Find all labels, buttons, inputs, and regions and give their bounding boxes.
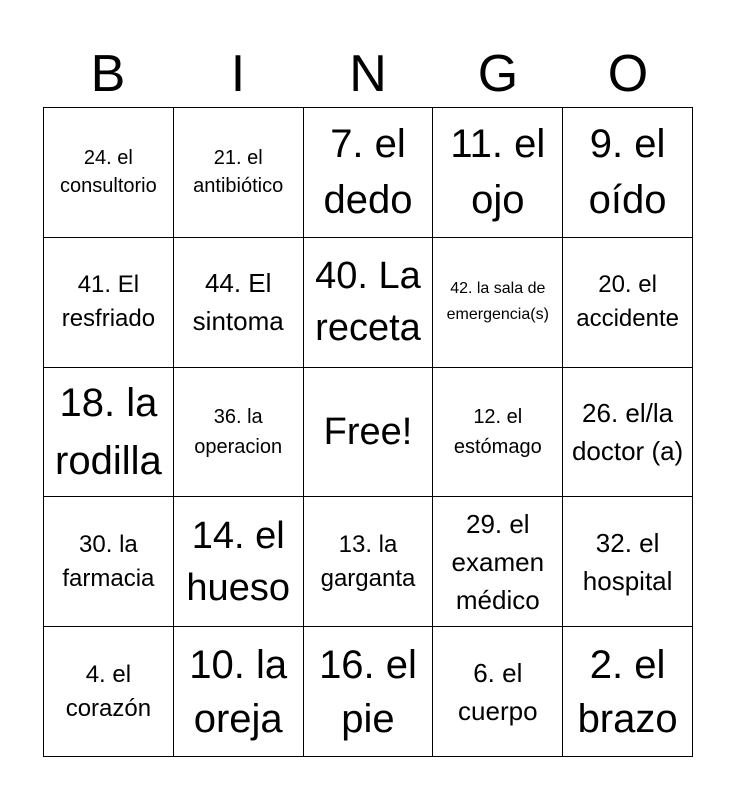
cell-label: 44. El sintoma — [192, 268, 284, 337]
bingo-cell-r4-c3 — [304, 497, 434, 627]
bingo-cell-r1-c1 — [44, 108, 174, 238]
header-letter-i: I — [230, 45, 246, 103]
cell-label: 21. el antibiótico — [193, 147, 284, 198]
header-letter-o: O — [607, 45, 649, 103]
cell-label: 24. el consultorio — [60, 147, 157, 198]
bingo-cell-free — [304, 368, 434, 498]
bingo-cell-r3-c1 — [44, 368, 174, 498]
bingo-cell-r5-c4 — [433, 627, 563, 757]
cell-label: 12. el estómago — [453, 405, 542, 458]
bingo-cell-r2-c1 — [44, 238, 174, 368]
bingo-grid — [43, 107, 693, 757]
bingo-cell-r4-c4 — [433, 497, 563, 627]
bingo-cell-r4-c1 — [44, 497, 174, 627]
header-letter-n: N — [349, 45, 387, 103]
cell-label: 18. la rodilla — [55, 380, 162, 483]
bingo-cell-r3-c2 — [174, 368, 304, 498]
cell-label: 9. el oído — [588, 122, 667, 223]
bingo-cell-r1-c2 — [174, 108, 304, 238]
bingo-cell-r4-c2 — [174, 497, 304, 627]
bingo-cell-r2-c5 — [563, 238, 693, 368]
cell-label: 2. el brazo — [577, 642, 678, 741]
cell-label: 10. la oreja — [189, 642, 288, 741]
cell-label: 30. la farmacia — [62, 530, 155, 592]
cell-label: 36. la operacion — [194, 405, 283, 458]
bingo-cell-r2-c4 — [433, 238, 563, 368]
cell-label: 42. la sala de emergencia(s) — [446, 280, 549, 324]
bingo-header — [43, 40, 693, 108]
cell-label: 11. el ojo — [450, 122, 546, 223]
header-letter-b: B — [90, 45, 126, 103]
cell-label: 14. el hueso — [186, 514, 290, 609]
cell-label: 16. el pie — [319, 642, 417, 741]
cell-label: 6. el cuerpo — [458, 657, 538, 726]
cell-label: 7. el dedo — [323, 122, 413, 223]
bingo-cell-r1-c5 — [563, 108, 693, 238]
bingo-cell-r1-c4 — [433, 108, 563, 238]
cell-label: 13. la garganta — [320, 530, 416, 592]
cell-label: 41. El resfriado — [61, 271, 156, 333]
header-letter-g: G — [477, 45, 519, 103]
bingo-cell-r1-c3 — [304, 108, 434, 238]
cell-label: 20. el accidente — [576, 271, 679, 333]
free-space-label: Free! — [323, 410, 413, 453]
cell-label: 4. el corazón — [65, 660, 152, 722]
cell-label: 29. el examen médico — [451, 508, 545, 615]
bingo-cell-r5-c3 — [304, 627, 434, 757]
bingo-cell-r5-c2 — [174, 627, 304, 757]
bingo-cell-r5-c1 — [44, 627, 174, 757]
bingo-cell-r2-c3 — [304, 238, 434, 368]
bingo-cell-r2-c2 — [174, 238, 304, 368]
bingo-cell-r4-c5 — [563, 497, 693, 627]
bingo-cell-r3-c5 — [563, 368, 693, 498]
cell-label: 40. La receta — [315, 255, 421, 350]
cell-label: 26. el/la doctor (a) — [571, 397, 684, 466]
cell-label: 32. el hospital — [582, 527, 673, 596]
bingo-cell-r3-c4 — [433, 368, 563, 498]
bingo-cell-r5-c5 — [563, 627, 693, 757]
